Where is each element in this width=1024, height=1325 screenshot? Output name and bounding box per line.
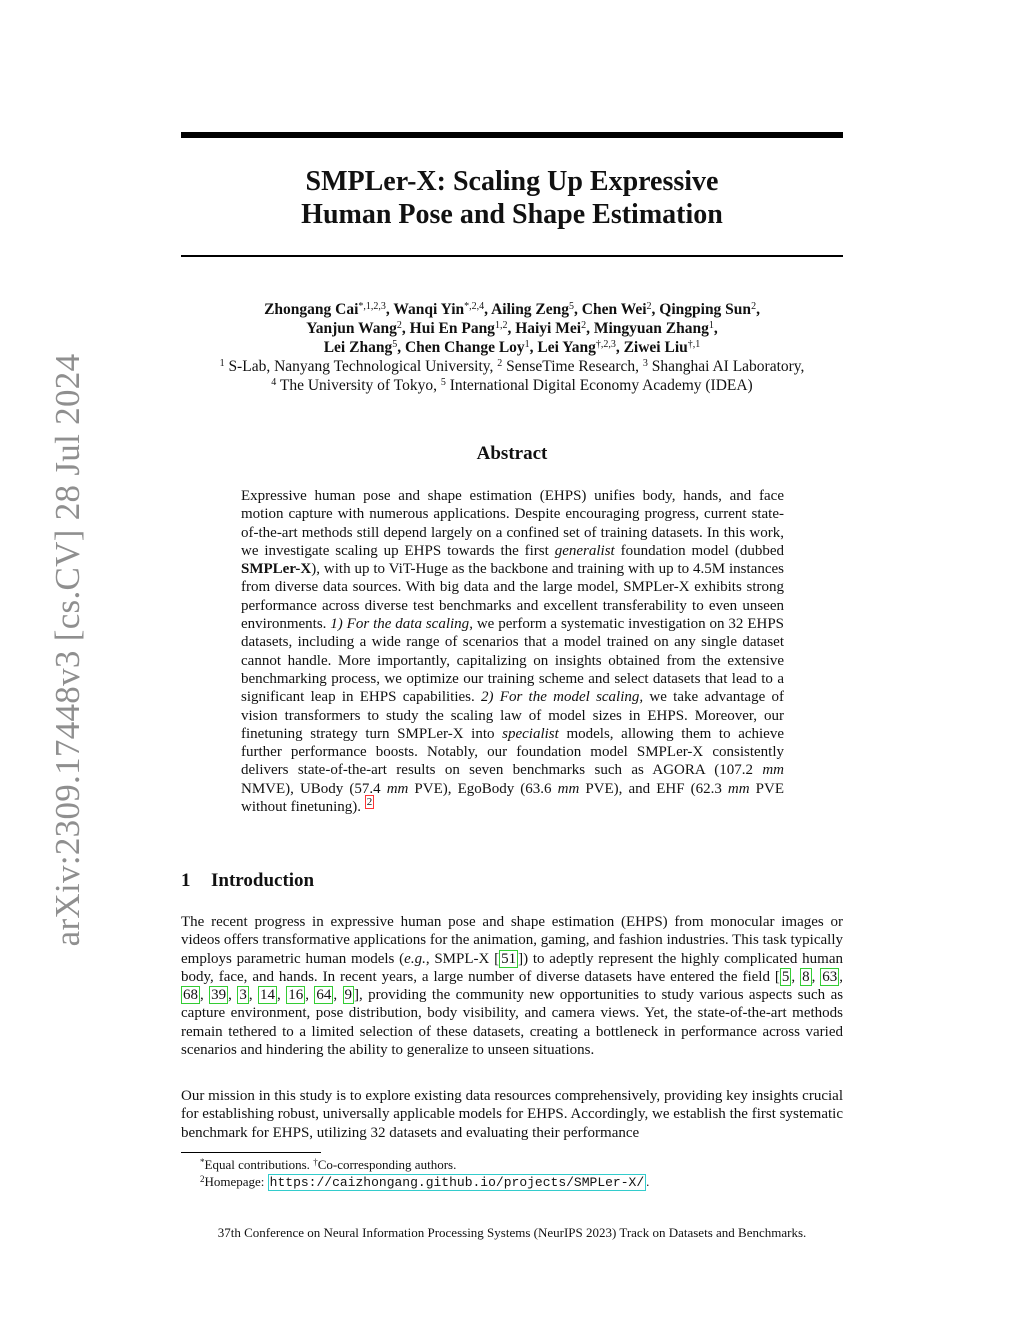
author-name: Chen Change Loy [404,339,525,356]
footnote-2: $^2$Homepage: https://caizhongang.github.io/projects/SMPLer-X/ . [200,1174,650,1190]
citation-link[interactable]: 9 [344,987,353,1004]
citation-link[interactable]: 8 [802,968,810,985]
conference-footer: 37th Conference on Neural Information Processing Systems (NeurIPS 2023) Track on Datasets and Benchmarks. [217,1225,807,1240]
author-name: Mingyuan Zhang [593,320,709,337]
title-bottom-rule [181,255,843,257]
author-name: Haiyi Mei [515,320,582,337]
author-name: Ziwei Liu [623,339,688,356]
author-name: Ailing Zeng [491,301,570,318]
author-line-3: Lei Zhang$^5$, Chen Change Loy$^1$, Lei Yang$^{\dagger,2,3}$, Ziwei Liu$^{\dagger,1}$ [323,339,701,356]
author-block [181,300,843,395]
author-affiliation-mark: 2 [751,301,757,312]
footnote-link[interactable]: 2 [366,796,373,809]
author-name: Chen Wei [581,301,647,318]
author-affiliation-mark: *,2,4 [464,301,485,312]
affiliation: Shanghai AI Laboratory, [651,358,805,375]
citation-link[interactable]: 5 [781,968,790,985]
author-name: Lei Zhang [323,339,393,356]
section-number: 1 [181,870,191,891]
author-affiliation-mark: 2 [396,320,402,331]
paper-title [181,165,843,231]
arxiv-identifier: arXiv:2309.17448v3 [cs.CV] 28 Jul 2024 [48,353,87,947]
citation-link[interactable]: 68 [183,987,198,1004]
homepage-link[interactable]: https://caizhongang.github.io/projects/SMPLer-X/ [269,1175,645,1190]
citation-link[interactable]: 39 [211,987,227,1004]
affiliation-line-1: $^1$ S-Lab, Nanyang Technological University, $^2$ SenseTime Research, $^3$ Shanghai AI Laboratory, [219,358,805,375]
title-line-2: Human Pose and Shape Estimation [301,199,723,230]
citation-link[interactable]: 16 [288,987,304,1004]
author-affiliation-mark: 1 [524,339,530,350]
author-affiliation-mark: 5 [392,339,398,350]
citation-link[interactable]: 3 [239,987,247,1004]
author-affiliation-mark: 2 [581,320,587,331]
author-name: Wanqi Yin [393,301,465,318]
author-name: Hui En Pang [409,320,495,337]
abstract-text: Expressive human pose and shape estimation (EHPS) unifies body, hands, and face motion capture with numerous applications. Despite encouraging progress, current state-of-the-art methods still depend largely on a confined set of training datasets. In this work, we investigate scaling up EHPS towards the first generalist foundation model (dubbed SMPLer-X), with up to ViT-Huge as the backbone and training with up to 4.5M instances from diverse data sources. With big data and the large model, SMPLer-X exhibits strong performance across diverse test benchmarks and excellent transferability to even unseen environments. 1) For the data scaling, we perform a systematic investigation on 32 EHPS datasets, including a wide range of scenarios that a model trained on any single dataset cannot handle. More importantly, capitalizing on insights obtained from the extensive benchmarking process, we optimize our training scheme and select datasets that lead to a significant leap in EHPS capabilities. 2) For the model scaling, we take advantage of vision transformers to study the scaling law of model sizes in EHPS. Moreover, our finetuning strategy turn SMPLer-X into specialist models, allowing them to achieve further performance boosts. Notably, our foundation model SMPLer-X consistently delivers state-of-the-art results on seven benchmarks such as AGORA (107.2 mm NMVE), UBody (57.4 mm PVE), EgoBody (63.6 mm PVE), and EHF (62.3 mm PVE without finetuning). $^2$ [241,488,785,816]
footnote-1: *Equal contributions. †Co-corresponding authors. [200,1157,457,1172]
author-name: Zhongang Cai [264,301,359,318]
author-line-2: Yanjun Wang$^2$, Hui En Pang$^{1,2}$, Haiyi Mei$^2$, Mingyuan Zhang$^1$, [306,320,718,337]
citation-link[interactable]: 14 [260,987,276,1004]
title-top-rule [181,132,843,138]
author-name: Yanjun Wang [306,320,397,337]
section-heading [181,870,314,892]
citation-link[interactable]: 63 [822,968,838,985]
affiliation: SenseTime Research, [506,358,640,375]
author-affiliation-mark: †,2,3 [595,339,616,350]
affiliation-line-2: $^4$ The University of Tokyo, $^5$ International Digital Economy Academy (IDEA) [271,377,753,394]
abstract-heading: Abstract [476,443,548,464]
author-affiliation-mark: 1 [708,320,714,331]
author-affiliation-mark: 5 [569,301,575,312]
affiliation: The University of Tokyo, [279,377,437,394]
section-title: Introduction [211,870,315,891]
citation-link[interactable]: 51 [501,950,517,967]
author-affiliation-mark: 1,2 [494,320,508,331]
author-affiliation-mark: 2 [646,301,652,312]
intro-paragraph-1: The recent progress in expressive human pose and shape estimation (EHPS) from monocular images or videos offers transformative applications for the animation, gaming, and fashion industries. This task typically employs parametric human models (e.g., SMPL-X [ 51 ]) to adeptly represent the highly complicated human body, face, and hands. In recent years, a large number of diverse datasets have entered the field [ 5 , 8 , 63 , 68 , 39 , 3 , 14 , 16 , 64 , 9 ], providing the community new opportunities to study various aspects such as capture environment, pose distribution, body visibility, and camera views. Yet, the state-of-the-art methods remain tethered to a limited selection of these datasets, creating a bottleneck in performance across varied scenarios and hindering the ability to generalize to unseen situations. [181,914,844,1059]
affiliation: International Digital Economy Academy (IDEA) [449,377,753,394]
citation-link[interactable]: 64 [316,987,332,1004]
affiliation: S-Lab, Nanyang Technological University, [228,358,494,375]
author-affiliation-mark: *,1,2,3 [358,301,386,312]
title-line-1: SMPLer-X: Scaling Up Expressive [305,166,719,197]
footnote-rule [181,1152,321,1153]
author-line-1: Zhongang Cai$^{*,1,2,3}$, Wanqi Yin$^{*,2,4}$, Ailing Zeng$^5$, Chen Wei$^2$, Qingping Sun$^2$, [264,301,760,318]
author-affiliation-mark: †,1 [687,339,701,350]
author-name: Qingping Sun [659,301,752,318]
intro-paragraph-2: Our mission in this study is to explore existing data resources comprehensively, providing key insights crucial for establishing robust, universally applicable models for EHPS. Accordingly, we establish the first systematic benchmark for EHPS, utilizing 32 datasets and evaluating their performance [181,1088,843,1141]
author-name: Lei Yang [537,339,596,356]
